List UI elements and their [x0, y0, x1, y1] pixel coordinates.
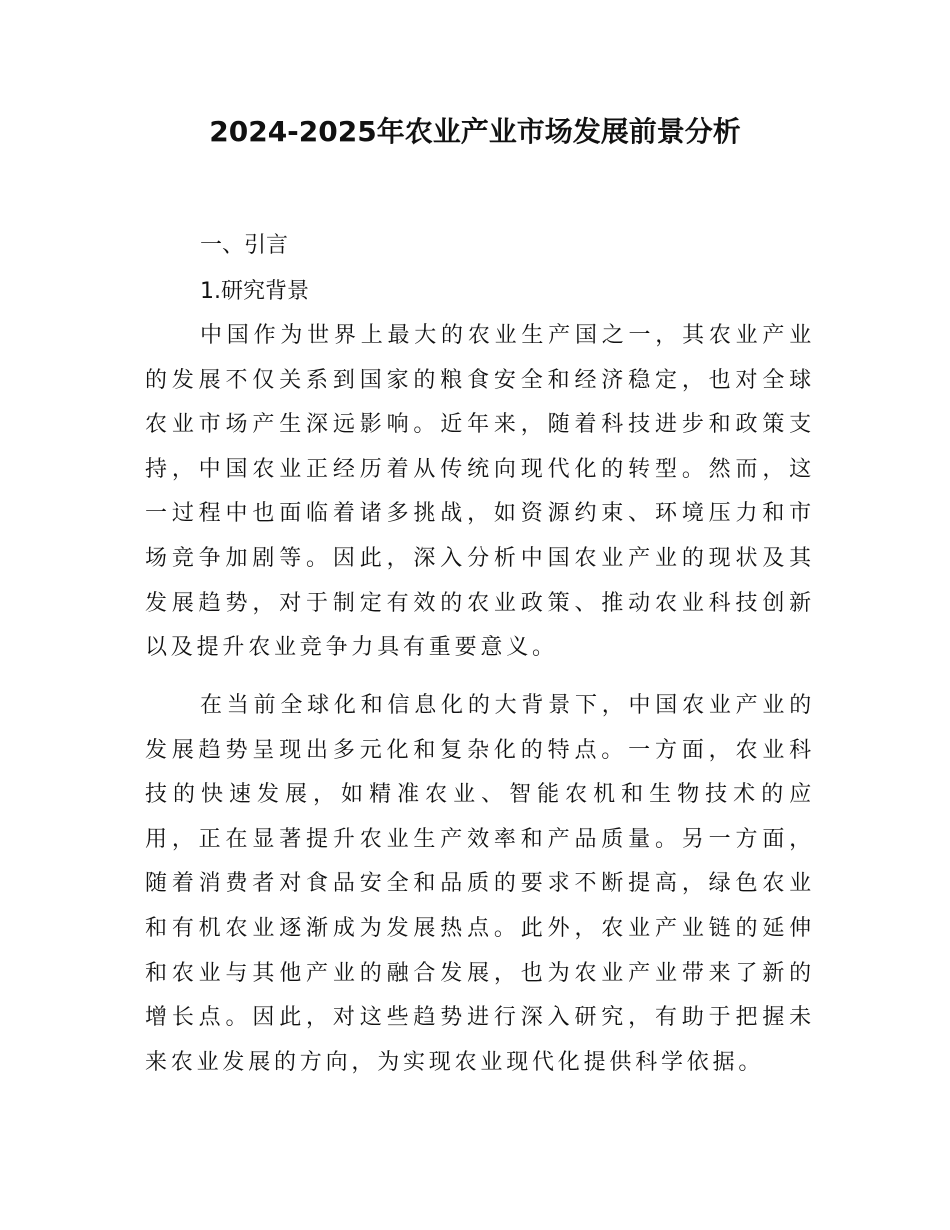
- body-paragraph: 中国作为世界上最大的农业生产国之一，其农业产业的发展不仅关系到国家的粮食安全和经济稳定，也对全球农业市场产生深远影响。近年来，随着科技进步和政策支持，中国农业正经历着从传统向现代化的转型。然而，这一过程中也面临着诸多挑战，如资源约束、环境压力和市场竞争加剧等。因此，深入分析中国农业产业的现状及其发展趋势，对于制定有效的农业政策、推动农业科技创新以及提升农业竞争力具有重要意义。: [145, 323, 815, 661]
- document-title: 2024-2025年农业产业市场发展前景分析: [209, 115, 741, 148]
- subsection-heading: 1.研究背景: [200, 279, 309, 304]
- body-paragraph: 在当前全球化和信息化的大背景下，中国农业产业的发展趋势呈现出多元化和复杂化的特点。一方面，农业科技的快速发展，如精准农业、智能农机和生物技术的应用，正在显著提升农业生产效率和产品质量。另一方面，随着消费者对食品安全和品质的要求不断提高，绿色农业和有机农业逐渐成为发展热点。此外，农业产业链的延伸和农业与其他产业的融合发展，也为农业产业带来了新的增长点。因此，对这些趋势进行深入研究，有助于把握未来农业发展的方向，为实现农业现代化提供科学依据。: [145, 693, 815, 1075]
- section-heading: 一、引言: [200, 233, 289, 258]
